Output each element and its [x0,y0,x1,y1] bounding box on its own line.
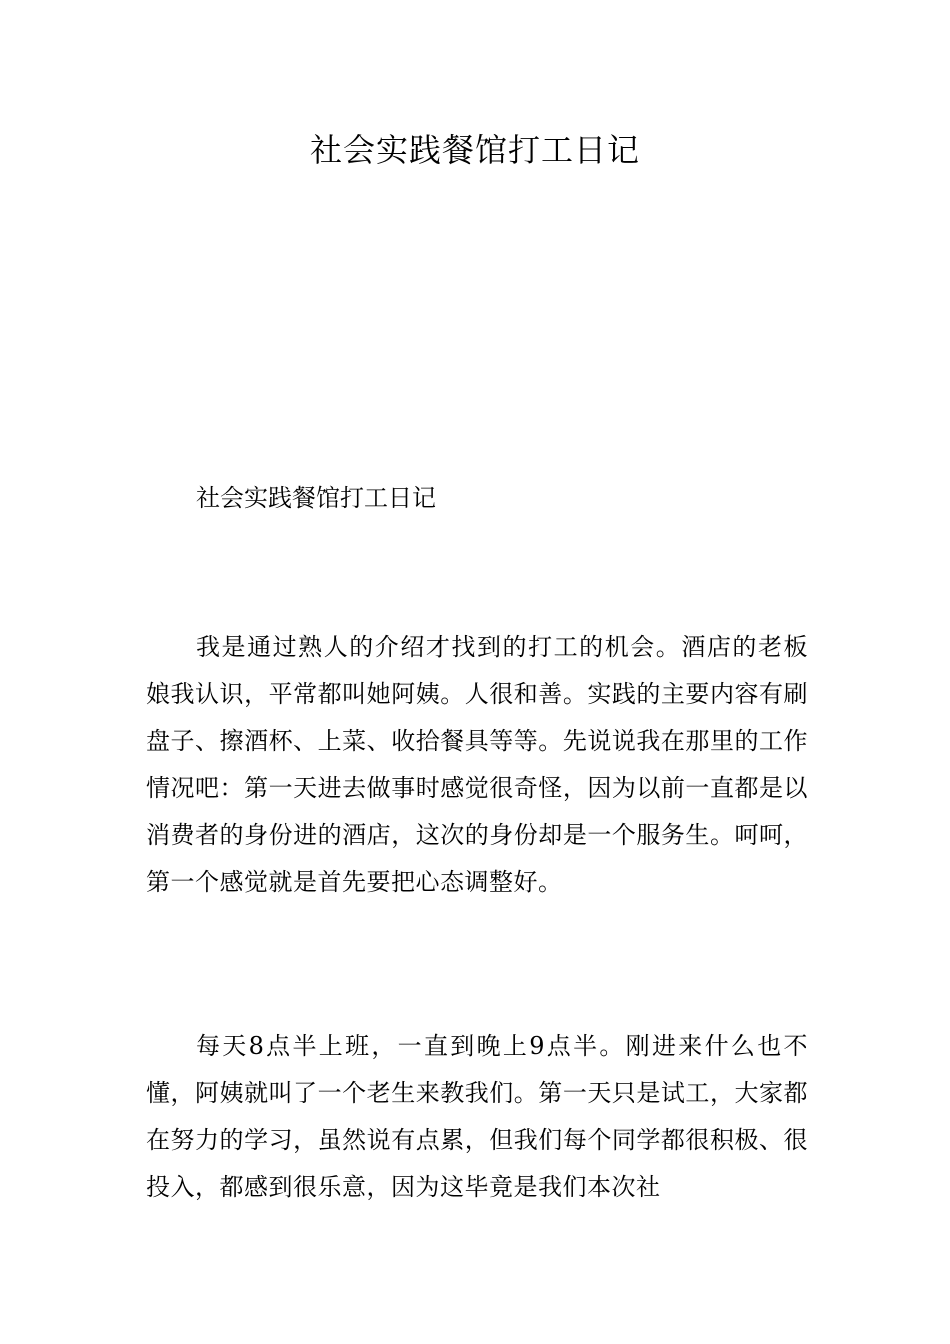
paragraph-2: 每天8点半上班，一直到晚上9点半。刚进来什么也不懂，阿姨就叫了一个老生来教我们。第一天只是试工，大家都在努力的学习，虽然说有点累，但我们每个同学都很积极、很投入，都感到很乐意，因为这毕竟是我们本次社 [146,1032,808,1201]
document-subtitle: 社会实践餐馆打工日记 [196,484,436,512]
document-title: 社会实践餐馆打工日记 [309,131,640,169]
paragraph-1: 我是通过熟人的介绍才找到的打工的机会。酒店的老板娘我认识，平常都叫她阿姨。人很和善。实践的主要内容有刷盘子、擦酒杯、上菜、收拾餐具等等。先说说我在那里的工作情况吧：第一天进去做事时感觉很奇怪，因为以前一直都是以消费者的身份进的酒店，这次的身份却是一个服务生。呵呵，第一个感觉就是首先要把心态调整好。 [146,633,808,896]
